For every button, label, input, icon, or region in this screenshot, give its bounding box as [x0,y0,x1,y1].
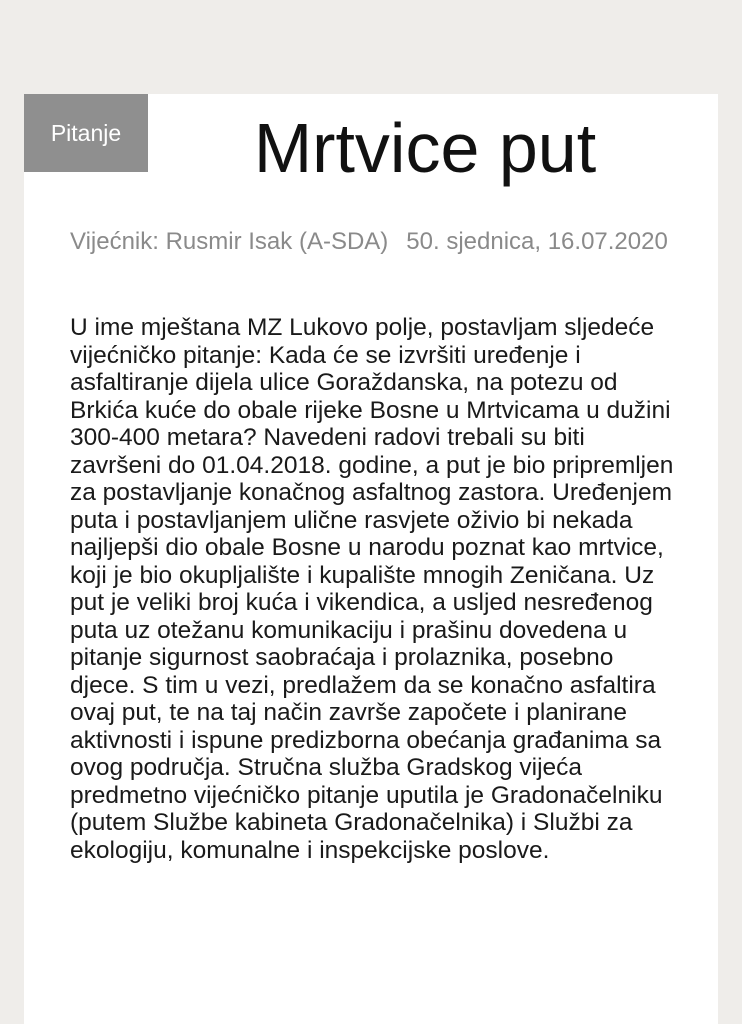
question-body: U ime mještana MZ Lukovo polje, postavljam sljedeće vijećničko pitanje: Kada će se izvršiti uređenje i asfaltiranje dijela ulice Goraždanska, na potezu od Brkića kuće do obale rijeke Bosne u Mrtvicama u dužini 300-400 metara? Navedeni radovi trebali su biti završeni do 01.04.2018. godine, a put je bio pripremljen za postavljanje konačnog asfaltnog zastora. Uređenjem puta i postavljanjem ulične rasvjete oživio bi nekada najljepši dio obale Bosne u narodu poznat kao mrtvice, koji je bio okupljalište i kupalište mnogih Zeničana. Uz put je veliki broj kuća i vikendica, a usljed nesređenog puta uz otežanu komunikaciju i prašinu dovedena u pitanje sigurnost saobraćaja i prolaznika, posebno djece. S tim u vezi, predlažem da se konačno asfaltira ovaj put, te na taj način završe započete i planirane aktivnosti i ispune predizborna obećanja građanima sa ovog područja. Stručna služba Gradskog vijeća predmetno vijećničko pitanje uputila je Gradonačelniku (putem Službe kabineta Gradonačelnika) i Službi za ekologiju, komunalne i inspekcijske poslove. [70,314,674,864]
question-tag: Pitanje [24,94,148,172]
councilor-name: Vijećnik: Rusmir Isak (A-SDA) [70,228,389,255]
page-title: Mrtvice put [253,109,597,187]
session-info: 50. sjednica, 16.07.2020 [406,228,668,255]
question-card [24,94,718,1024]
meta-info [70,223,670,260]
